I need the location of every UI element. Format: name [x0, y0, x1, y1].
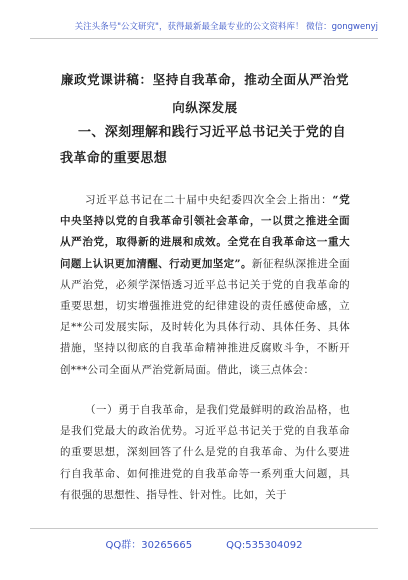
section-heading: 一、深刻理解和践行习近平总书记关于党的自我革命的重要思想: [60, 125, 347, 166]
header-banner: 关注头条号"公文研究"，获得最新最全最专业的公文资料库！ 微信：gongwenyj: [74, 22, 378, 32]
paragraph-rest: 新征程纵深推进全面从严治党，必须学深悟透习近平总书记关于党的自我革命的重要思想，切实增强推进党的纪律建设的责任感使命感，立足**公司发展实际，及时转化为具体行动、具体任务、具体措施，坚持以彻底的自我革命精神推进反腐败斗争，不断开创***公司全面从严治党新局面。借此，谈三点体会：: [60, 257, 350, 376]
footer-divider: [30, 528, 378, 529]
document-title: 廉政党课讲稿：坚持自我革命，推动全面从严治党向纵深发展: [60, 72, 350, 115]
footer: [30, 536, 378, 551]
footer-qq-number: QQ:535304092: [226, 540, 303, 551]
footer-qq-group: QQ群：30265665: [105, 540, 193, 551]
bold-quote: “党中央坚持以党的自我革命引领社会革命，一以贯之推进全面从严治党，取得新的进展和成效。全党在自我革命这一重大问题上认识更加清醒、行动更加坚定”。: [60, 194, 350, 270]
header-divider: [30, 38, 378, 39]
paragraph-intro: 习近平总书记在二十届中央纪委四次全会上指出：: [85, 194, 333, 206]
body-paragraph-1: [60, 190, 350, 381]
body-paragraph-2: （一）勇于自我革命，是我们党最鲜明的政治品格，也是我们党最大的政治优势。习近平总书记关于党的自我革命的重要思想，深刻回答了什么是党的自我革命、为什么要进行自我革命、如何推进党的自我革命等一系列重大问题，具有很强的思想性、指导性、针对性。比如，关于: [60, 404, 350, 501]
